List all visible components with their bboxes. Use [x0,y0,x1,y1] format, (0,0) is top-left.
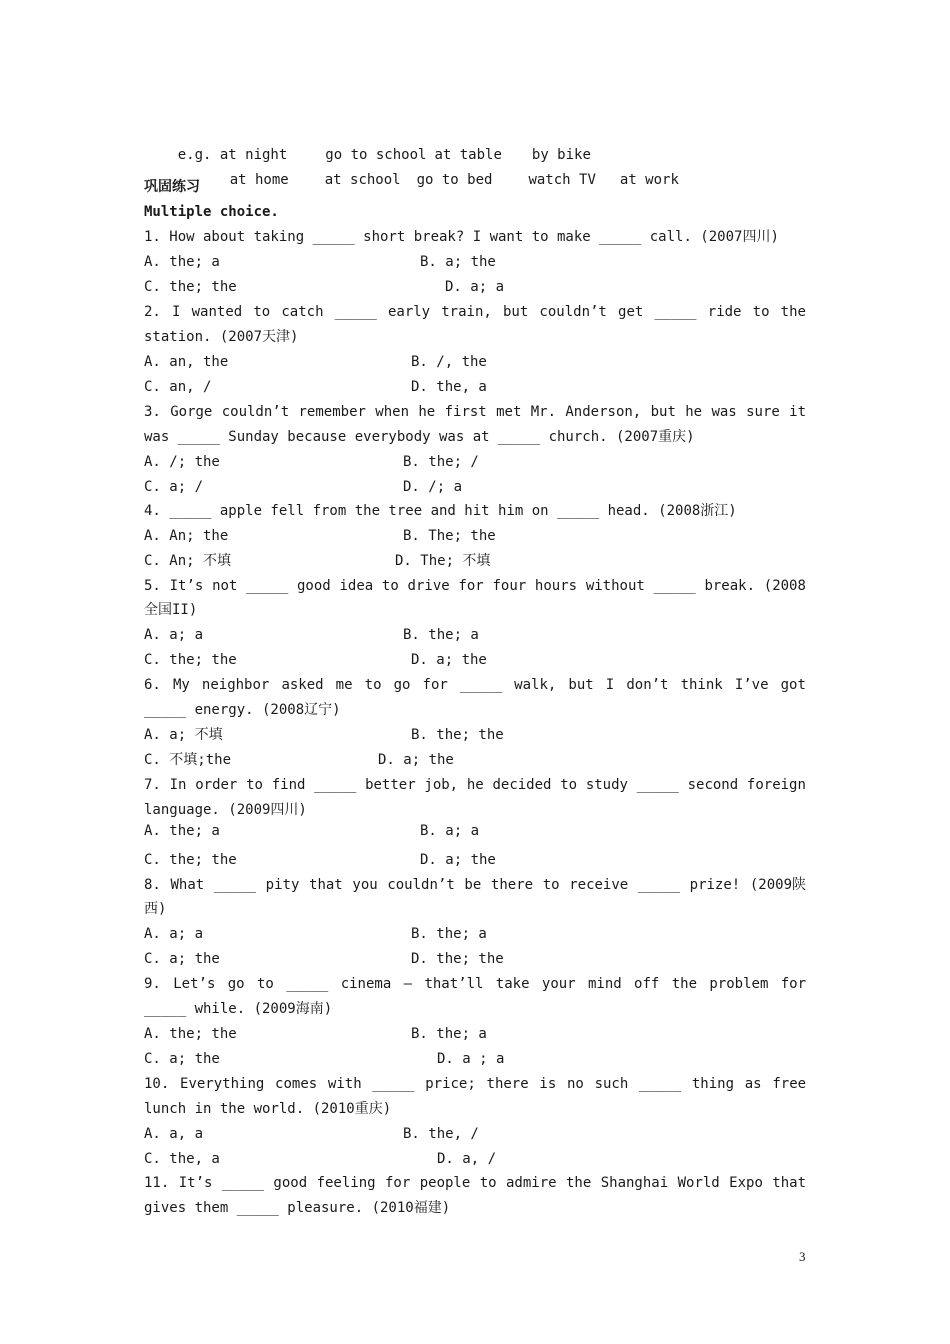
option-a: A. /; the [144,454,220,470]
option-a: A. the; the [144,1026,237,1042]
question-6-line-2: _____ energy. (2008辽宁) [144,702,341,718]
question-1-line-1: 1. How about taking _____ short break? I want to make _____ call. (2007四川) [144,229,779,245]
option-a: A. an, the [144,354,229,370]
option-d: D. a ; a [437,1051,505,1067]
question-2-line-2: station. (2007天津) [144,329,299,345]
question-10-line-2: lunch in the world. (2010重庆) [144,1101,392,1117]
option-b: B. /, the [411,354,487,370]
option-b: B. a; a [420,823,480,839]
option-b: B. The; the [403,528,496,544]
example-item: at work [619,172,679,188]
example-item: e.g. at night [177,147,288,163]
option-a: A. a; 不填 [144,727,223,743]
option-c: C. an, / [144,379,212,395]
option-a: A. a; a [144,926,204,942]
question-2-line-1: 2. I wanted to catch _____ early train, but couldn’t get _____ ride to the [144,304,806,320]
option-c: C. a; / [144,479,204,495]
question-8-line-1: 8. What _____ pity that you couldn’t be there to receive _____ prize! (2009陕 [144,877,807,893]
question-6-line-1: 6. My neighbor asked me to go for _____ walk, but I don’t think I’ve got [144,677,806,693]
question-5-line-1: 5. It’s not _____ good idea to drive for four hours without _____ break. (2008 [144,578,806,594]
option-b: B. the; a [411,1026,487,1042]
question-11-line-2: gives them _____ pleasure. (2010福建) [144,1200,451,1216]
question-9-line-1: 9. Let’s go to _____ cinema — that’ll take your mind off the problem for [144,976,807,992]
question-7-line-1: 7. In order to find _____ better job, he decided to study _____ second foreign [144,777,806,793]
question-11-line-1: 11. It’s _____ good feeling for people to admire the Shanghai World Expo that [144,1175,807,1191]
option-d: D. a; the [378,752,454,768]
option-a: A. the; a [144,823,220,839]
option-c: C. An; 不填 [144,553,232,569]
example-item: at home [229,172,289,188]
example-item: go to bed [416,172,493,188]
option-d: D. a; the [420,852,496,868]
option-b: B. the; a [403,627,479,643]
question-10-line-1: 10. Everything comes with _____ price; there is no such _____ thing as free [144,1076,807,1092]
option-c: C. the, a [144,1151,220,1167]
option-d: D. The; 不填 [395,553,491,569]
option-c: C. 不填;the [144,752,232,768]
question-3-line-2: was _____ Sunday because everybody was at _____ church. (2007重庆) [144,429,695,445]
question-8-line-2: 西) [144,901,167,917]
option-d: D. the, a [411,379,487,395]
option-b: B. a; the [420,254,496,270]
option-d: D. /; a [403,479,463,495]
option-b: B. the, / [403,1126,479,1142]
option-c: C. the; the [144,279,237,295]
option-b: B. the; / [403,454,479,470]
option-c: C. a; the [144,951,220,967]
option-b: B. the; a [411,926,487,942]
option-d: D. a, / [437,1151,497,1167]
section-title: 巩固练习 [144,179,200,195]
option-b: B. the; the [411,727,504,743]
option-c: C. a; the [144,1051,220,1067]
option-d: D. the; the [411,951,504,967]
example-item: at school [324,172,401,188]
option-d: D. a; the [411,652,487,668]
option-d: D. a; a [445,279,505,295]
option-c: C. the; the [144,852,237,868]
option-a: A. a; a [144,627,204,643]
example-item: go to school [325,147,427,163]
option-a: A. An; the [144,528,229,544]
question-5-line-2: 全国II) [144,602,198,618]
subtitle: Multiple choice. [144,204,279,220]
question-4-line-1: 4. _____ apple fell from the tree and hit him on _____ head. (2008浙江) [144,503,737,519]
example-item: watch TV [528,172,596,188]
option-a: A. the; a [144,254,220,270]
option-a: A. a, a [144,1126,204,1142]
option-c: C. the; the [144,652,237,668]
example-row-2 [196,153,679,207]
page-number: 3 [799,1249,806,1264]
question-3-line-1: 3. Gorge couldn’t remember when he first met Mr. Anderson, but he was sure it [144,404,807,420]
example-item: by bike [531,147,591,163]
question-9-line-2: _____ while. (2009海南) [144,1001,333,1017]
example-item: at table [434,147,502,163]
question-7-line-2: language. (2009四川) [144,802,307,818]
